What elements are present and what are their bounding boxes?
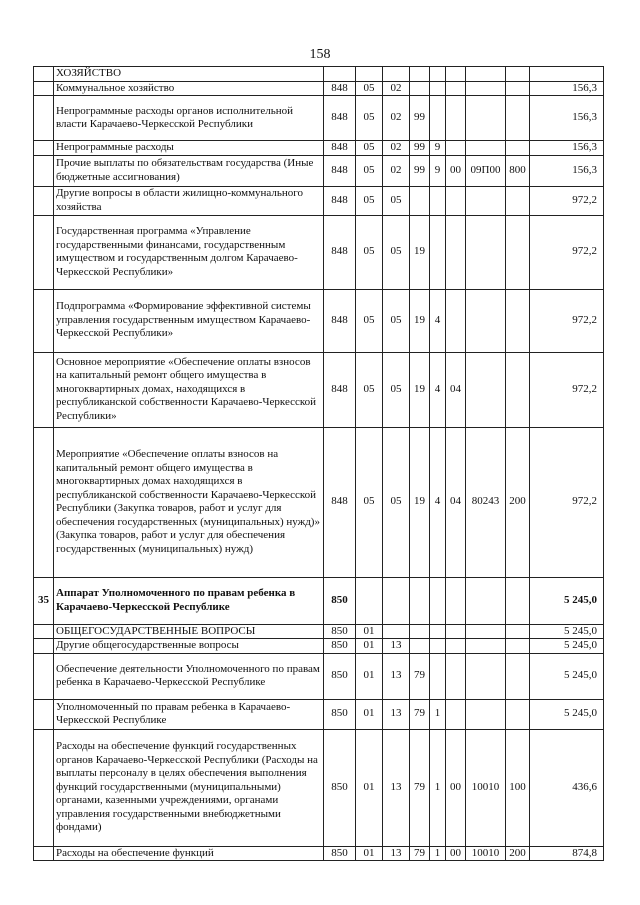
table-row: [34, 729, 604, 846]
code-target: [466, 352, 506, 427]
code-program: [410, 577, 430, 624]
code-subprogram: [430, 81, 446, 96]
code-target: [466, 653, 506, 699]
code-program: 19: [410, 215, 430, 289]
code-subprogram: [430, 577, 446, 624]
code-subsection: 02: [383, 155, 410, 186]
row-amount: 156,3: [530, 96, 604, 141]
table-row: [34, 141, 604, 156]
row-amount: 972,2: [530, 215, 604, 289]
code-direction: [446, 699, 466, 729]
code-direction: 00: [446, 155, 466, 186]
code-section: 05: [356, 155, 383, 186]
code-direction: [446, 624, 466, 639]
row-amount: 156,3: [530, 81, 604, 96]
code-direction: [446, 186, 466, 215]
row-name: Коммунальное хозяйство: [54, 81, 324, 96]
code-subsection: 05: [383, 215, 410, 289]
code-ministry: 850: [324, 639, 356, 654]
code-ministry: 848: [324, 155, 356, 186]
code-subprogram: [430, 96, 446, 141]
table-row: [34, 67, 604, 82]
code-direction: 04: [446, 352, 466, 427]
code-program: [410, 639, 430, 654]
row-number: [34, 155, 54, 186]
table-row: [34, 215, 604, 289]
code-target: [466, 699, 506, 729]
code-expense-type: [506, 67, 530, 82]
row-amount: 5 245,0: [530, 577, 604, 624]
row-number: [34, 141, 54, 156]
budget-table: [33, 66, 604, 861]
row-number: [34, 653, 54, 699]
table-row: [34, 699, 604, 729]
code-direction: [446, 67, 466, 82]
row-name: Подпрограмма «Формирование эффективной системы управления государственным имуществом Карачаево-Черкесской Республики»: [54, 289, 324, 352]
code-program: 79: [410, 729, 430, 846]
code-section: 05: [356, 289, 383, 352]
code-ministry: 848: [324, 352, 356, 427]
row-number: [34, 96, 54, 141]
row-name: Другие вопросы в области жилищно-коммунального хозяйства: [54, 186, 324, 215]
code-direction: [446, 577, 466, 624]
code-target: 80243: [466, 427, 506, 577]
code-section: [356, 67, 383, 82]
code-direction: [446, 96, 466, 141]
code-direction: [446, 653, 466, 699]
code-target: 10010: [466, 846, 506, 861]
code-subprogram: [430, 639, 446, 654]
code-program: 79: [410, 846, 430, 861]
code-subprogram: 1: [430, 729, 446, 846]
code-expense-type: [506, 289, 530, 352]
code-subsection: 13: [383, 653, 410, 699]
code-ministry: 848: [324, 81, 356, 96]
row-amount: 5 245,0: [530, 639, 604, 654]
code-subsection: 13: [383, 699, 410, 729]
code-subsection: 05: [383, 289, 410, 352]
code-ministry: 850: [324, 729, 356, 846]
code-section: 01: [356, 624, 383, 639]
row-amount: [530, 67, 604, 82]
row-amount: 5 245,0: [530, 653, 604, 699]
table-row: [34, 352, 604, 427]
row-name: Обеспечение деятельности Уполномоченного по правам ребенка в Карачаево-Черкесской Республике: [54, 653, 324, 699]
code-expense-type: 800: [506, 155, 530, 186]
code-expense-type: [506, 352, 530, 427]
code-target: [466, 186, 506, 215]
row-number: [34, 352, 54, 427]
code-subprogram: [430, 186, 446, 215]
table-row: [34, 96, 604, 141]
code-ministry: [324, 67, 356, 82]
row-name: Уполномоченный по правам ребенка в Карачаево-Черкесской Республике: [54, 699, 324, 729]
code-ministry: 850: [324, 624, 356, 639]
row-name: Непрограммные расходы органов исполнительной власти Карачаево-Черкесской Республики: [54, 96, 324, 141]
code-ministry: 848: [324, 141, 356, 156]
row-name: ХОЗЯЙСТВО: [54, 67, 324, 82]
code-direction: [446, 141, 466, 156]
code-program: 19: [410, 352, 430, 427]
code-ministry: 850: [324, 846, 356, 861]
code-ministry: 850: [324, 653, 356, 699]
code-subprogram: 4: [430, 427, 446, 577]
code-subsection: 05: [383, 427, 410, 577]
code-ministry: 850: [324, 699, 356, 729]
code-program: 19: [410, 289, 430, 352]
code-target: [466, 577, 506, 624]
row-number: [34, 67, 54, 82]
code-subprogram: 4: [430, 352, 446, 427]
row-name: Государственная программа «Управление государственными финансами, государственным имуществом и государственным долгом Карачаево-Черкесской Республики»: [54, 215, 324, 289]
row-amount: 5 245,0: [530, 699, 604, 729]
code-direction: [446, 215, 466, 289]
code-direction: [446, 289, 466, 352]
code-subsection: 02: [383, 141, 410, 156]
code-program: [410, 186, 430, 215]
code-subprogram: [430, 215, 446, 289]
code-section: 01: [356, 729, 383, 846]
code-subprogram: 1: [430, 699, 446, 729]
row-number: [34, 215, 54, 289]
table-row: [34, 289, 604, 352]
code-section: 05: [356, 352, 383, 427]
code-target: 09П00: [466, 155, 506, 186]
code-expense-type: [506, 141, 530, 156]
code-section: 05: [356, 186, 383, 215]
code-expense-type: 200: [506, 846, 530, 861]
table-row: [34, 186, 604, 215]
code-program: 99: [410, 96, 430, 141]
code-expense-type: [506, 653, 530, 699]
table-row: [34, 81, 604, 96]
table-row: [34, 624, 604, 639]
row-amount: 972,2: [530, 186, 604, 215]
table-row: [34, 653, 604, 699]
row-amount: 436,6: [530, 729, 604, 846]
code-section: 05: [356, 96, 383, 141]
row-amount: 156,3: [530, 155, 604, 186]
code-subsection: 13: [383, 639, 410, 654]
code-expense-type: [506, 186, 530, 215]
row-name: Расходы на обеспечение функций: [54, 846, 324, 861]
row-amount: 156,3: [530, 141, 604, 156]
code-target: [466, 81, 506, 96]
code-subsection: 02: [383, 81, 410, 96]
row-number: [34, 639, 54, 654]
code-subprogram: 4: [430, 289, 446, 352]
code-target: 10010: [466, 729, 506, 846]
code-subsection: 13: [383, 729, 410, 846]
code-section: 01: [356, 699, 383, 729]
row-number: [34, 699, 54, 729]
code-program: 99: [410, 141, 430, 156]
row-number: [34, 81, 54, 96]
row-number: [34, 427, 54, 577]
code-subsection: [383, 67, 410, 82]
code-program: [410, 81, 430, 96]
code-subsection: [383, 624, 410, 639]
code-subprogram: [430, 624, 446, 639]
code-program: 79: [410, 699, 430, 729]
code-expense-type: 200: [506, 427, 530, 577]
code-section: 05: [356, 427, 383, 577]
code-program: 99: [410, 155, 430, 186]
code-expense-type: [506, 577, 530, 624]
code-expense-type: [506, 639, 530, 654]
code-section: 05: [356, 141, 383, 156]
code-ministry: 850: [324, 577, 356, 624]
code-target: [466, 639, 506, 654]
row-name: Прочие выплаты по обязательствам государства (Иные бюджетные ассигнования): [54, 155, 324, 186]
code-expense-type: 100: [506, 729, 530, 846]
table-row: [34, 155, 604, 186]
row-amount: 972,2: [530, 427, 604, 577]
code-target: [466, 624, 506, 639]
code-target: [466, 215, 506, 289]
table-row: [34, 577, 604, 624]
code-subprogram: [430, 67, 446, 82]
code-section: 01: [356, 846, 383, 861]
code-direction: 00: [446, 729, 466, 846]
row-name: Аппарат Уполномоченного по правам ребенка в Карачаево-Черкесской Республике: [54, 577, 324, 624]
code-program: 19: [410, 427, 430, 577]
row-number: [34, 846, 54, 861]
page-number: 158: [309, 47, 331, 62]
row-number: [34, 289, 54, 352]
code-section: 05: [356, 215, 383, 289]
code-subsection: [383, 577, 410, 624]
code-target: [466, 96, 506, 141]
code-subprogram: 9: [430, 155, 446, 186]
row-amount: 972,2: [530, 352, 604, 427]
row-name: Основное мероприятие «Обеспечение оплаты взносов на капитальный ремонт общего имущества в многоквартирных домах, находящихся в республиканской собственности Карачаево-Черкесской Республики»: [54, 352, 324, 427]
code-subprogram: 9: [430, 141, 446, 156]
code-expense-type: [506, 699, 530, 729]
code-ministry: 848: [324, 427, 356, 577]
code-target: [466, 67, 506, 82]
row-name: Мероприятие «Обеспечение оплаты взносов на капитальный ремонт общего имущества в многоквартирных домах находящихся в республиканской собственности Карачаево-Черкесской Республики (Закупка товаров, работ и услуг для обеспечения государственных (муниципальных) нужд)» (Закупка товаров, работ и услуг для обеспечения государственных (муниципальных) нужд): [54, 427, 324, 577]
table-row: [34, 639, 604, 654]
code-ministry: 848: [324, 289, 356, 352]
row-name: Другие общегосударственные вопросы: [54, 639, 324, 654]
code-subsection: 13: [383, 846, 410, 861]
code-expense-type: [506, 624, 530, 639]
code-program: [410, 67, 430, 82]
code-target: [466, 289, 506, 352]
row-number: [34, 729, 54, 846]
code-target: [466, 141, 506, 156]
code-direction: [446, 81, 466, 96]
code-subprogram: 1: [430, 846, 446, 861]
row-name: Расходы на обеспечение функций государственных органов Карачаево-Черкесской Республики (Расходы на выплаты персоналу в целях обеспечения выполнения функций государственными (муниципальными) органами, казенными учреждениями, органами управления государственными внебюджетными фондами): [54, 729, 324, 846]
code-subsection: 05: [383, 352, 410, 427]
code-subsection: 05: [383, 186, 410, 215]
row-amount: 874,8: [530, 846, 604, 861]
row-name: ОБЩЕГОСУДАРСТВЕННЫЕ ВОПРОСЫ: [54, 624, 324, 639]
code-expense-type: [506, 81, 530, 96]
table-row: [34, 846, 604, 861]
code-ministry: 848: [324, 186, 356, 215]
code-ministry: 848: [324, 215, 356, 289]
code-direction: 00: [446, 846, 466, 861]
row-number: [34, 186, 54, 215]
code-subprogram: [430, 653, 446, 699]
code-program: [410, 624, 430, 639]
code-section: [356, 577, 383, 624]
code-expense-type: [506, 96, 530, 141]
code-subsection: 02: [383, 96, 410, 141]
code-direction: 04: [446, 427, 466, 577]
row-name: Непрограммные расходы: [54, 141, 324, 156]
row-amount: 972,2: [530, 289, 604, 352]
code-direction: [446, 639, 466, 654]
code-section: 05: [356, 81, 383, 96]
row-number: [34, 624, 54, 639]
row-amount: 5 245,0: [530, 624, 604, 639]
code-expense-type: [506, 215, 530, 289]
code-section: 01: [356, 653, 383, 699]
code-section: 01: [356, 639, 383, 654]
row-number: 35: [34, 577, 54, 624]
code-program: 79: [410, 653, 430, 699]
code-ministry: 848: [324, 96, 356, 141]
table-row: [34, 427, 604, 577]
